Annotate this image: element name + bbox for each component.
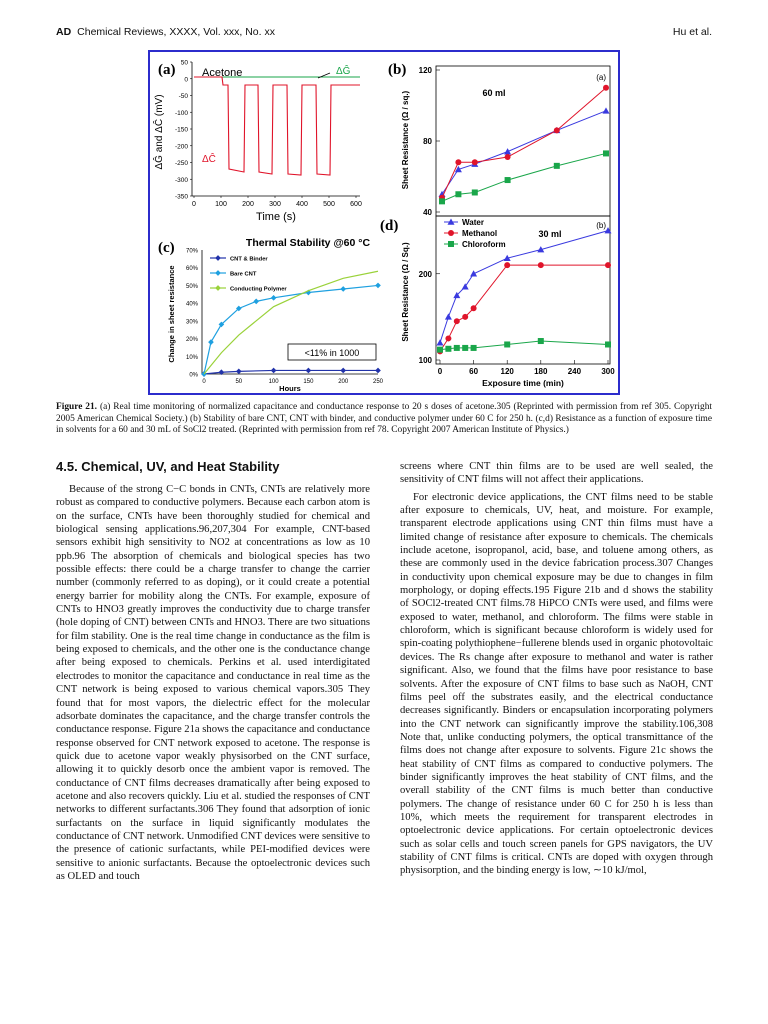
b-series-line — [442, 88, 606, 198]
c-annotation: <11% in 1000 — [304, 348, 360, 358]
b-ylabel: Sheet Resistance (Ω / sq.) — [401, 90, 410, 190]
c-xtick-label: 100 — [268, 379, 279, 385]
d-series-line — [440, 265, 608, 351]
panel-a-label: (a) — [158, 62, 176, 78]
d-legend-marker — [448, 230, 454, 236]
b-ytick-label: 80 — [423, 137, 432, 146]
a-xtick-label: 500 — [323, 201, 335, 208]
panel-b — [388, 62, 610, 217]
d-xtick-label: 0 — [437, 367, 443, 376]
a-xtick-label: 400 — [296, 201, 308, 208]
a-ytick-label: -200 — [174, 143, 188, 151]
c-point — [340, 368, 346, 374]
b-point — [603, 85, 609, 91]
header-left — [56, 26, 275, 38]
c-xtick-label: 200 — [338, 379, 349, 385]
c-legend-label: Bare CNT — [230, 271, 257, 278]
c-xlabel: Hours — [279, 384, 301, 393]
b-point — [505, 154, 511, 160]
d-xtick-label: 120 — [500, 367, 514, 376]
d-point — [504, 262, 510, 268]
header-authors: Hu et al. — [672, 26, 712, 38]
d-point — [462, 314, 468, 320]
dc-label: ΔĈ — [202, 154, 216, 165]
c-ytick-label: 70% — [185, 248, 198, 255]
d-point — [445, 346, 451, 352]
d-point — [445, 313, 452, 319]
d-ylabel: Sheet Resistance (Ω / Sq.) — [401, 242, 410, 342]
c-point — [340, 286, 346, 292]
c-series — [201, 271, 381, 377]
a-xtick-label: 200 — [242, 201, 254, 208]
d-point — [538, 338, 544, 344]
d-point — [437, 339, 444, 345]
b-corner: (a) — [596, 73, 606, 82]
panel-a — [152, 60, 362, 224]
d-legend-marker — [448, 241, 454, 247]
d-point — [454, 318, 460, 324]
a-xtick-label: 300 — [269, 201, 281, 208]
left-column — [56, 483, 370, 887]
a-ytick-label: -350 — [174, 193, 188, 201]
b-point — [603, 107, 610, 113]
b-ytick-label: 120 — [418, 66, 432, 75]
d-point — [538, 262, 544, 268]
b-y-ticks — [419, 66, 440, 217]
a-ylabel: ΔĜ and ΔĈ (mV) — [154, 94, 165, 170]
figure-canvas — [150, 52, 618, 393]
b-point — [455, 191, 461, 197]
c-ytick-label: 30% — [185, 319, 198, 326]
c-xtick-label: 250 — [372, 379, 384, 385]
b-point — [439, 198, 445, 204]
c-series-line — [204, 370, 378, 374]
a-ytick-label: -50 — [178, 93, 188, 100]
c-xtick-label: 0 — [202, 379, 206, 385]
d-ytick-label: 200 — [418, 269, 432, 279]
c-title: Thermal Stability @60 °C — [245, 237, 371, 249]
c-legend-label: Conducting Polymer — [230, 286, 287, 293]
c-ytick-label: 20% — [185, 337, 198, 344]
panel-c — [158, 237, 384, 393]
d-point — [471, 305, 477, 311]
d-xtick-label: 300 — [601, 367, 615, 376]
c-legend-marker — [215, 285, 221, 291]
caption-label: Figure 21. — [56, 402, 98, 412]
a-ytick-label: 50 — [180, 59, 188, 67]
paragraph: For electronic device applications, the CNT films need to be stable after exposure to chemicals, UV, heat, and moisture. For example, transparent electrode applications using CNT thin films must have a limited change of resistance after exposure to chemicals. The chemicals include acetone, isopropanol, acid, base, and toluene among others, as these are commonly used in the device fabrication process.307 Changes in conductivity upon chemical exposure may be due to changes in film morphology, or doping effects.195 Figure 21b and d shows the stability of SOCl2-treated CNT films.78 HiPCO CNTs were used, and films were exposed to water, methanol, and chloroform. The films were stable in chloroform, which is significant because chloroform is widely used for spin-coating polythiophene−fullerene blends used in organic photovoltaic devices. The Rs change after exposure to methanol and water is rather significant. Also, we found that the films have poor resistance to base solvents. After the exposure of CNT films to base such as NaOH, CNT films peel off the substrates easily, and the electrical conductance decreases significantly. Binders or encapsulation incorporating polymers into the CNT network can significantly improve the stability.106,308 Note that, unlike conducting polymers, the optical transmittance of the films does not change after exposure to solvents. Figure 21c shows the heat stability of CNT films as compared to conductive polymers. The binder significantly improves the heat stability of CNT films, and the overall stability of the CNT films is much better than conductive polymers. The change of resistance under 60 C for 250 h is less than 10%, which meets the requirement for transparent electrodes in optoelectronic device applications. For certain optoelectronic devices such as solar cells and touch screen panels for GPS navigators, the UV stability of CNT films is critical. CNTs are doped with oxygen through physisorption, and the binding energy is low, ∼10 kJ/mol, — [400, 491, 713, 877]
d-xtick-label: 180 — [534, 367, 548, 376]
page-number: AD — [56, 26, 72, 38]
paragraph: Because of the strong C−C bonds in CNTs, CNTs are relatively more robust as compared to conductive polymers. Because each carbon atom is on the surface, CNTs have been thoroughly studied for chemical and biological sensing applications.96,207,304 For example, CNT-based sensors exhibit high sensitivity to NO2 at concentrations as low as 10 ppb.96 The absorption of chemicals and biological species has two possible effects: there could be a charge transfer to change the carrier number (commonly referred to as doping), or it could create a potential energy barrier for mobility along the CNTs. For example, exposure of CNTs to HNO3 greatly improves the conductivity due to charge transfer (hole doping of CNT) between CNTs and HNO3. There are two situations for film stability. One is the real time change in conductance as the film is being exposed to chemicals, and the other one is the conductance change after being exposed to chemicals. Perkins et al. used interdigitated electrodes to monitor the capacitance and conductance in real time as the CNT network is being exposed to various chemical vapors.305 They found that for most vapors, the dielectric effect for the molecular adsorbate dominates the capacitance, and the charge transfer controls the conductance response. Figure 21a shows the capacitance and conductance response observed for CNT network exposed to acetone. The response is quick due to acetone vapor weakly physisorbed on the CNT surface, allowing it to quickly desorb once the ambient vapor is removed. The conductance of CNT films decreases dramatically after being exposed to acetone and also recovers quickly. Liu et al. studied the responses of CNT networks to different surfactants.306 They found that adsorption of ionic surfactants on the surface in liquid significantly modulates the conductance of CNT network. Unmodified CNT devices were sensitive to the presence of cationic surfactants, while PEI-modified devices were sensitive to anionic surfactants. Because the optoelectronic devices such as OLED and touch — [56, 484, 370, 882]
b-point — [554, 163, 560, 169]
d-corner: (b) — [596, 221, 606, 230]
c-y-ticks — [186, 249, 199, 379]
c-xtick-label: 150 — [303, 379, 314, 385]
c-ytick-label: 60% — [185, 266, 198, 273]
c-legend-marker — [215, 255, 221, 261]
d-point — [504, 341, 510, 347]
d-legend — [444, 218, 506, 249]
a-xlabel: Time (s) — [256, 211, 296, 223]
d-xtick-label: 60 — [469, 367, 479, 376]
b-title: 60 ml — [482, 88, 506, 98]
journal-citation: Chemical Reviews, XXXX, Vol. xxx, No. xx — [77, 26, 275, 38]
caption-text: (a) Real time monitoring of normalized capacitance and conductance response to 20 s doses of acetone.305 (Reprinted with permission from ref 305. Copyright 2005 American Chemical Society.) (b) Stability of bare CNT, CNT with binder, and conductive polymer under 60 C for 250 h. (c,d) Resistance as a function of exposure time in solvents for a 60 and 30 mL of SoCl2 treated. (Reprinted with permission from ref 78. Copyright 2007 American Institute of Physics.) — [56, 402, 713, 436]
panel-d-label: (d) — [380, 218, 399, 234]
c-ytick-label: 40% — [185, 301, 198, 308]
acetone-label: Acetone — [202, 67, 243, 79]
d-title: 30 ml — [538, 229, 562, 239]
d-point — [462, 283, 469, 289]
c-ytick-label: 50% — [185, 283, 198, 290]
c-point — [271, 295, 277, 301]
b-ytick-label: 40 — [423, 208, 432, 217]
d-point — [445, 335, 451, 341]
panel-d — [380, 216, 615, 388]
b-series-line — [442, 111, 606, 194]
d-point — [470, 270, 477, 276]
d-point — [605, 262, 611, 268]
d-xlabel: Exposure time (min) — [482, 378, 564, 388]
a-xtick-label: 100 — [215, 201, 227, 208]
c-point — [375, 283, 381, 289]
b-point — [554, 127, 560, 133]
dc-series — [194, 77, 360, 175]
a-xtick-label: 600 — [350, 201, 362, 208]
c-ylabel: Change in sheet resistance — [167, 265, 176, 363]
c-point — [306, 368, 312, 374]
b-point — [603, 150, 609, 156]
d-ytick-label: 100 — [418, 356, 432, 365]
b-point — [455, 159, 461, 165]
c-legend-marker — [215, 270, 221, 276]
b-series-line — [442, 153, 606, 201]
section-heading: 4.5. Chemical, UV, and Heat Stability — [56, 459, 280, 474]
figure-21 — [148, 50, 620, 395]
c-point — [375, 368, 381, 374]
a-ytick-label: 0 — [184, 76, 188, 84]
right-column — [400, 460, 713, 882]
d-point — [471, 345, 477, 351]
a-ytick-label: -150 — [174, 126, 188, 134]
d-point — [454, 345, 460, 351]
c-ytick-label: 10% — [185, 354, 198, 361]
c-xtick-label: 50 — [235, 379, 243, 385]
a-x-ticks — [192, 196, 362, 208]
c-legend-label: CNT & Binder — [230, 256, 268, 263]
d-legend-label: Water — [462, 218, 484, 227]
c-point — [253, 299, 259, 305]
c-point — [271, 368, 277, 374]
b-point — [504, 148, 511, 154]
d-point — [605, 341, 611, 347]
c-ytick-label: 0% — [189, 372, 198, 379]
running-header — [56, 26, 712, 40]
a-xtick-label: 0 — [192, 201, 196, 208]
b-point — [472, 189, 478, 195]
a-ytick-label: -100 — [174, 109, 188, 117]
panel-b-label: (b) — [388, 62, 407, 78]
a-y-ticks — [175, 60, 192, 201]
b-point — [505, 177, 511, 183]
c-point — [208, 339, 214, 345]
dg-label: ΔĜ — [336, 66, 351, 77]
d-legend-label: Methanol — [462, 229, 498, 238]
d-xtick-label: 240 — [567, 367, 582, 376]
d-legend-label: Chloroform — [462, 240, 506, 249]
c-legend — [210, 255, 287, 292]
d-x-ticks — [438, 360, 615, 376]
d-point — [437, 347, 443, 353]
d-y-ticks — [419, 270, 440, 365]
panel-c-label: (c) — [158, 240, 175, 256]
d-point — [462, 345, 468, 351]
figure-caption — [56, 402, 712, 437]
b-series — [439, 85, 610, 205]
a-ytick-label: -300 — [174, 176, 188, 184]
b-point — [472, 159, 478, 165]
a-ytick-label: -250 — [174, 160, 188, 167]
paragraph: screens where CNT thin films are to be used are well sealed, the sensitivity of CNT films will not affect their applications. — [400, 461, 713, 486]
c-point — [236, 369, 242, 375]
